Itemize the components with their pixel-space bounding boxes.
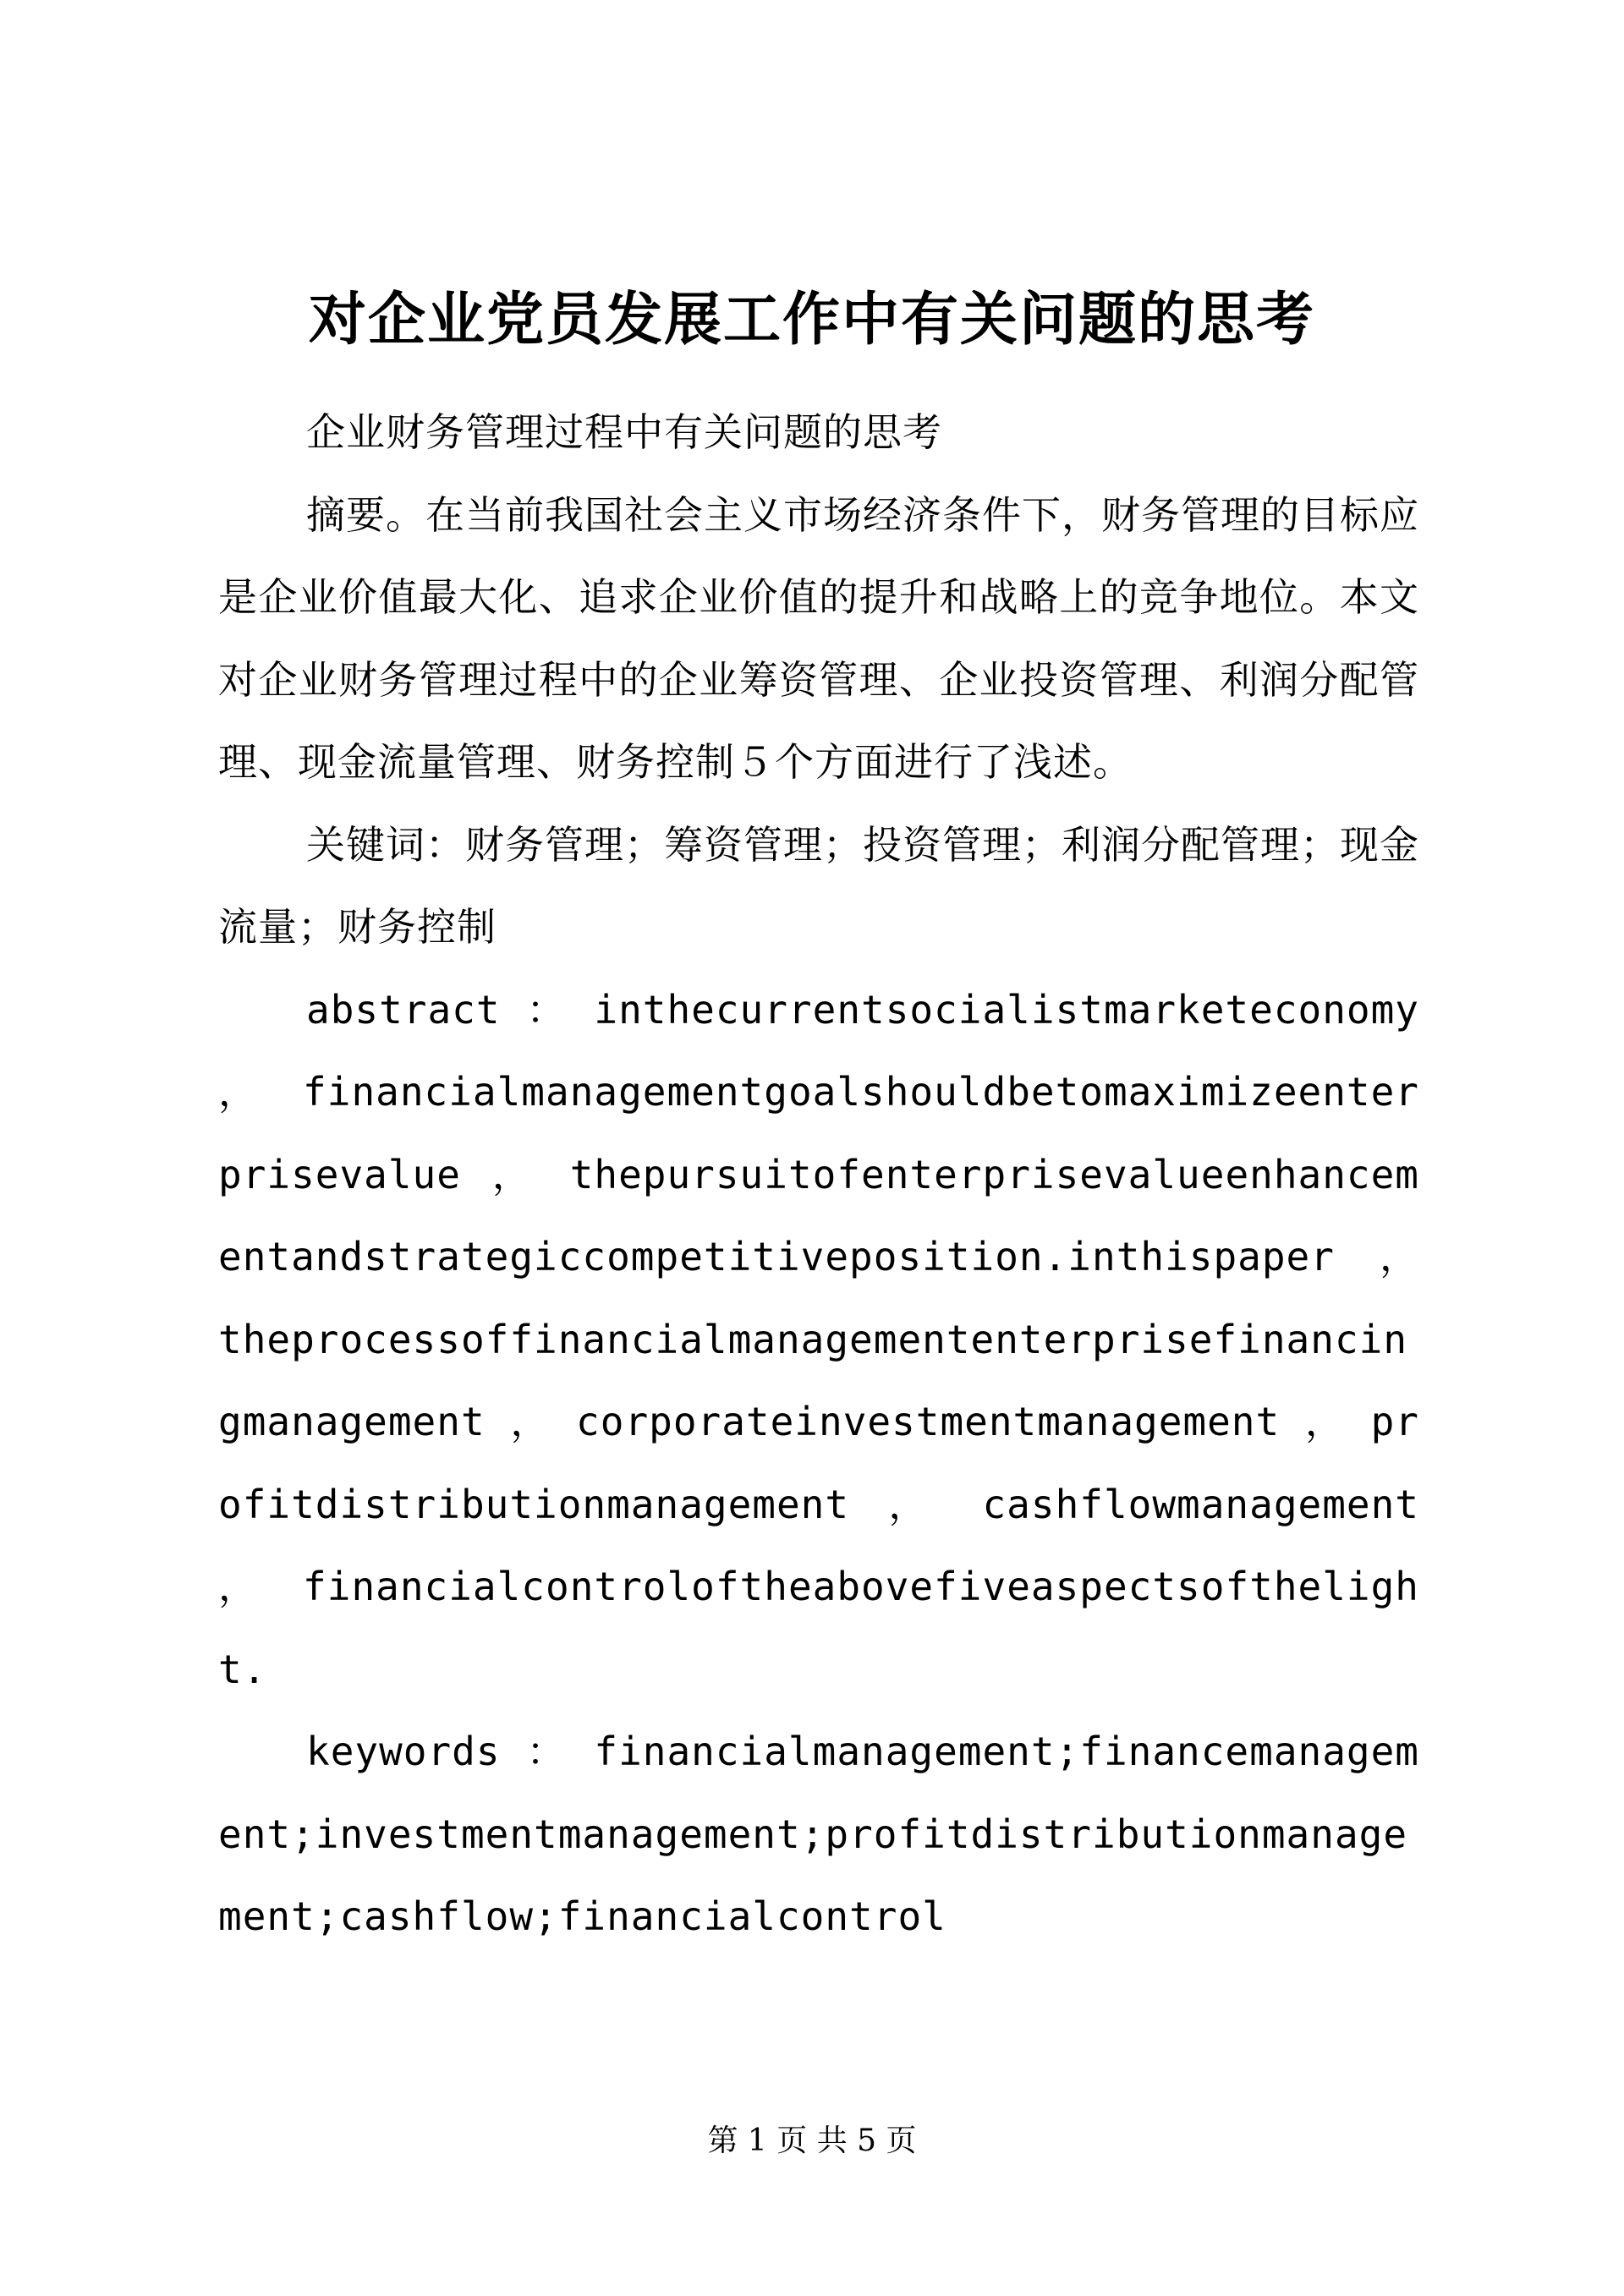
abstract-chinese-paragraph: 摘要。在当前我国社会主义市场经济条件下，财务管理的目标应是企业价值最大化、追求企业价值的提升和战略上的竞争地位。本文对企业财务管理过程中的企业筹资管理、企业投资管理、利润分配管理、现金流量管理、财务控制５个方面进行了浅述。 bbox=[218, 491, 1419, 785]
abstract-english-paragraph: abstract ： inthecurrentsocialistmarketeconomy ， financialmanagementgoalshouldbetomaximizeenterprisevalue ， thepursuitofenterprisevalueenhancementandstrategiccompetitiveposition.inthispaper ， theprocessoffinancialmanagemententerprisefinancingmanagement ， corporateinvestmentmanagement ， profitdistributionmanagement ， cashflowmanagement ， financialcontroloftheabovefiveaspectsofthelight. bbox=[218, 986, 1419, 1692]
subtitle-paragraph: 企业财务管理过程中有关问题的思考 bbox=[306, 409, 942, 455]
keywords-english-paragraph: keywords ： financialmanagement;financemanagement;investmentmanagement;profitdistributionmanagement;cashflow;financialcontrol bbox=[218, 1729, 1419, 1939]
document-body bbox=[218, 392, 1419, 1959]
page-footer: 第 1 页 共 5 页 bbox=[707, 2123, 917, 2158]
keywords-chinese-paragraph: 关键词：财务管理；筹资管理；投资管理；利润分配管理；现金流量；财务控制 bbox=[218, 821, 1419, 950]
document-title: 对企业党员发展工作中有关问题的思考 bbox=[308, 286, 1315, 353]
